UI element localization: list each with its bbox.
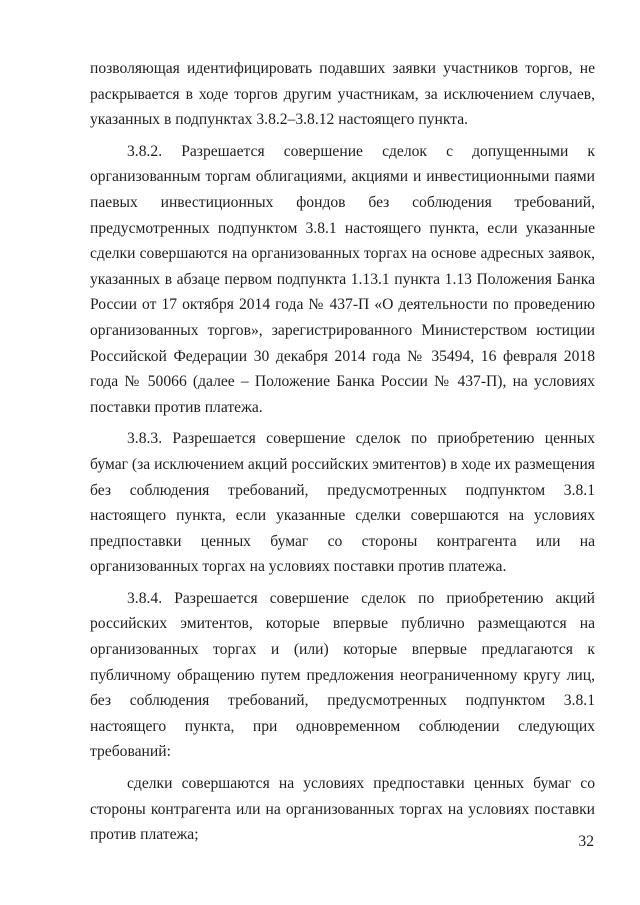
page-number: 32 bbox=[578, 833, 594, 850]
document-body bbox=[90, 56, 595, 848]
paragraph-continuation: позволяющая идентифицировать подавших заявки участников торгов, не раскрывается в ходе торгов другим участникам, за исключением случаев, указанных в подпунктах 3.8.2–3.8.12 настоящего пункта. bbox=[90, 60, 595, 129]
paragraph-3-8-3: 3.8.3. Разрешается совершение сделок по приобретению ценных бумаг (за исключением акций российских эмитентов) в ходе их размещения без соблюдения требований, предусмотренных подпунктом 3.8.1 настоящего пункта, если указанные сделки совершаются на условиях предпоставки ценных бумаг со стороны контрагента или на организованных торгах на условиях поставки против платежа. bbox=[90, 430, 595, 576]
paragraph-requirement: сделки совершаются на условиях предпоставки ценных бумаг со стороны контрагента или на организованных торгах на условиях поставки против платежа; bbox=[90, 775, 595, 844]
paragraph-3-8-4: 3.8.4. Разрешается совершение сделок по приобретению акций российских эмитентов, которые впервые публично размещаются на организованных торгах и (или) которые впервые предлагаются к публичному обращению путем предложения неограниченному кругу лиц, без соблюдения требований, предусмотренных подпунктом 3.8.1 настоящего пункта, при одновременном соблюдении следующих требований: bbox=[90, 589, 595, 761]
paragraph-3-8-2: 3.8.2. Разрешается совершение сделок с допущенными к организованным торгам облигациями, акциями и инвестиционными паями паевых инвестиционных фондов без соблюдения требований, предусмотренных подпунктом 3.8.1 настоящего пункта, если указанные сделки совершаются на организованных торгах на основе адресных заявок, указанных в абзаце первом подпункта 1.13.1 пункта 1.13 Положения Банка России от 17 октября 2014 года № 437-П «О деятельности по проведению организованных торгов», зарегистрированного Министерством юстиции Российской Федерации 30 декабря 2014 года № 35494, 16 февраля 2018 года № 50066 (далее – Положение Банка России № 437-П), на условиях поставки против платежа. bbox=[90, 142, 595, 416]
